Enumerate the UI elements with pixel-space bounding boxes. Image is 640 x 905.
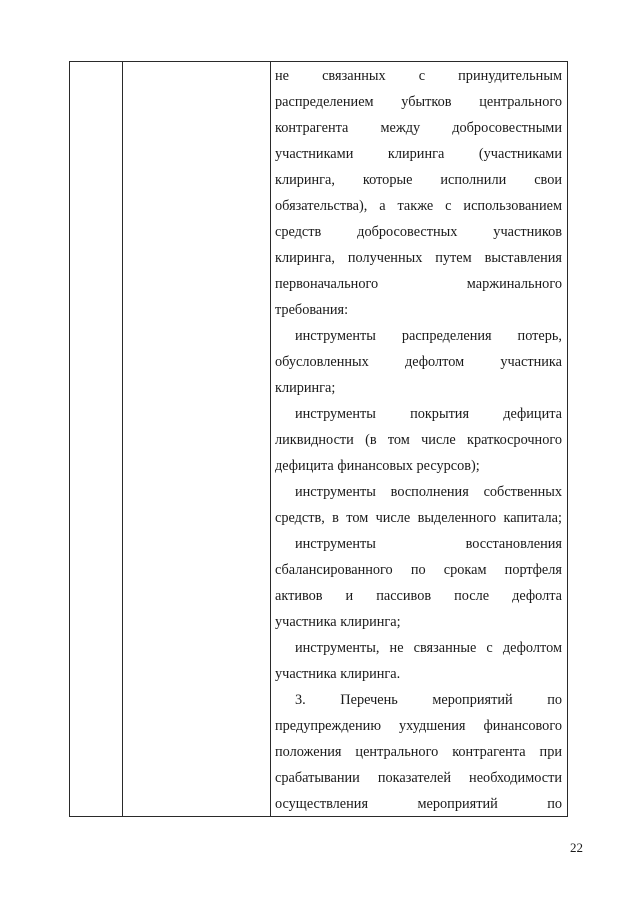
text-line: требования: xyxy=(275,302,349,318)
text-line: средств добросовестных участников xyxy=(275,224,562,240)
text-line: обязательства), а также с использованием xyxy=(275,198,562,214)
text-line: клиринга, которые исполнили свои xyxy=(275,172,562,188)
text-line: активов и пассивов после дефолта xyxy=(275,588,562,604)
text-line: осуществления мероприятий по xyxy=(275,796,562,812)
text-line: первоначального маржинального xyxy=(275,276,562,292)
text-line: клиринга, полученных путем выставления xyxy=(275,250,562,266)
table-column-divider-1 xyxy=(122,61,123,817)
text-line: распределением убытков центрального xyxy=(275,94,562,110)
text-line: не связанных с принудительным xyxy=(275,68,562,84)
text-line: участниками клиринга (участниками xyxy=(275,146,562,162)
text-line: инструменты, не связанные с дефолтом xyxy=(295,640,562,656)
table-cell-text xyxy=(275,63,562,817)
text-line: участника клиринга; xyxy=(275,614,401,630)
text-line: обусловленных дефолтом участника xyxy=(275,354,562,370)
text-line: инструменты покрытия дефицита xyxy=(295,406,562,422)
table-column-divider-2 xyxy=(270,61,271,817)
text-line: инструменты восполнения собственных xyxy=(295,484,562,500)
text-line: предупреждению ухудшения финансового xyxy=(275,718,562,734)
text-line: срабатывании показателей необходимости xyxy=(275,770,562,786)
text-line: положения центрального контрагента при xyxy=(275,744,562,760)
text-line: средств, в том числе выделенного капитала; xyxy=(275,510,562,526)
text-line: участника клиринга. xyxy=(275,666,401,682)
text-line: клиринга; xyxy=(275,380,336,396)
text-line: контрагента между добросовестными xyxy=(275,120,562,136)
text-line: 3. Перечень мероприятий по xyxy=(295,692,562,708)
page-number: 22 xyxy=(570,840,583,855)
text-line: сбалансированного по срокам портфеля xyxy=(275,562,562,578)
text-line: инструменты восстановления xyxy=(295,536,562,552)
text-line: инструменты распределения потерь, xyxy=(295,328,562,344)
text-line: ликвидности (в том числе краткосрочного xyxy=(275,432,562,448)
text-line: дефицита финансовых ресурсов); xyxy=(275,458,480,474)
